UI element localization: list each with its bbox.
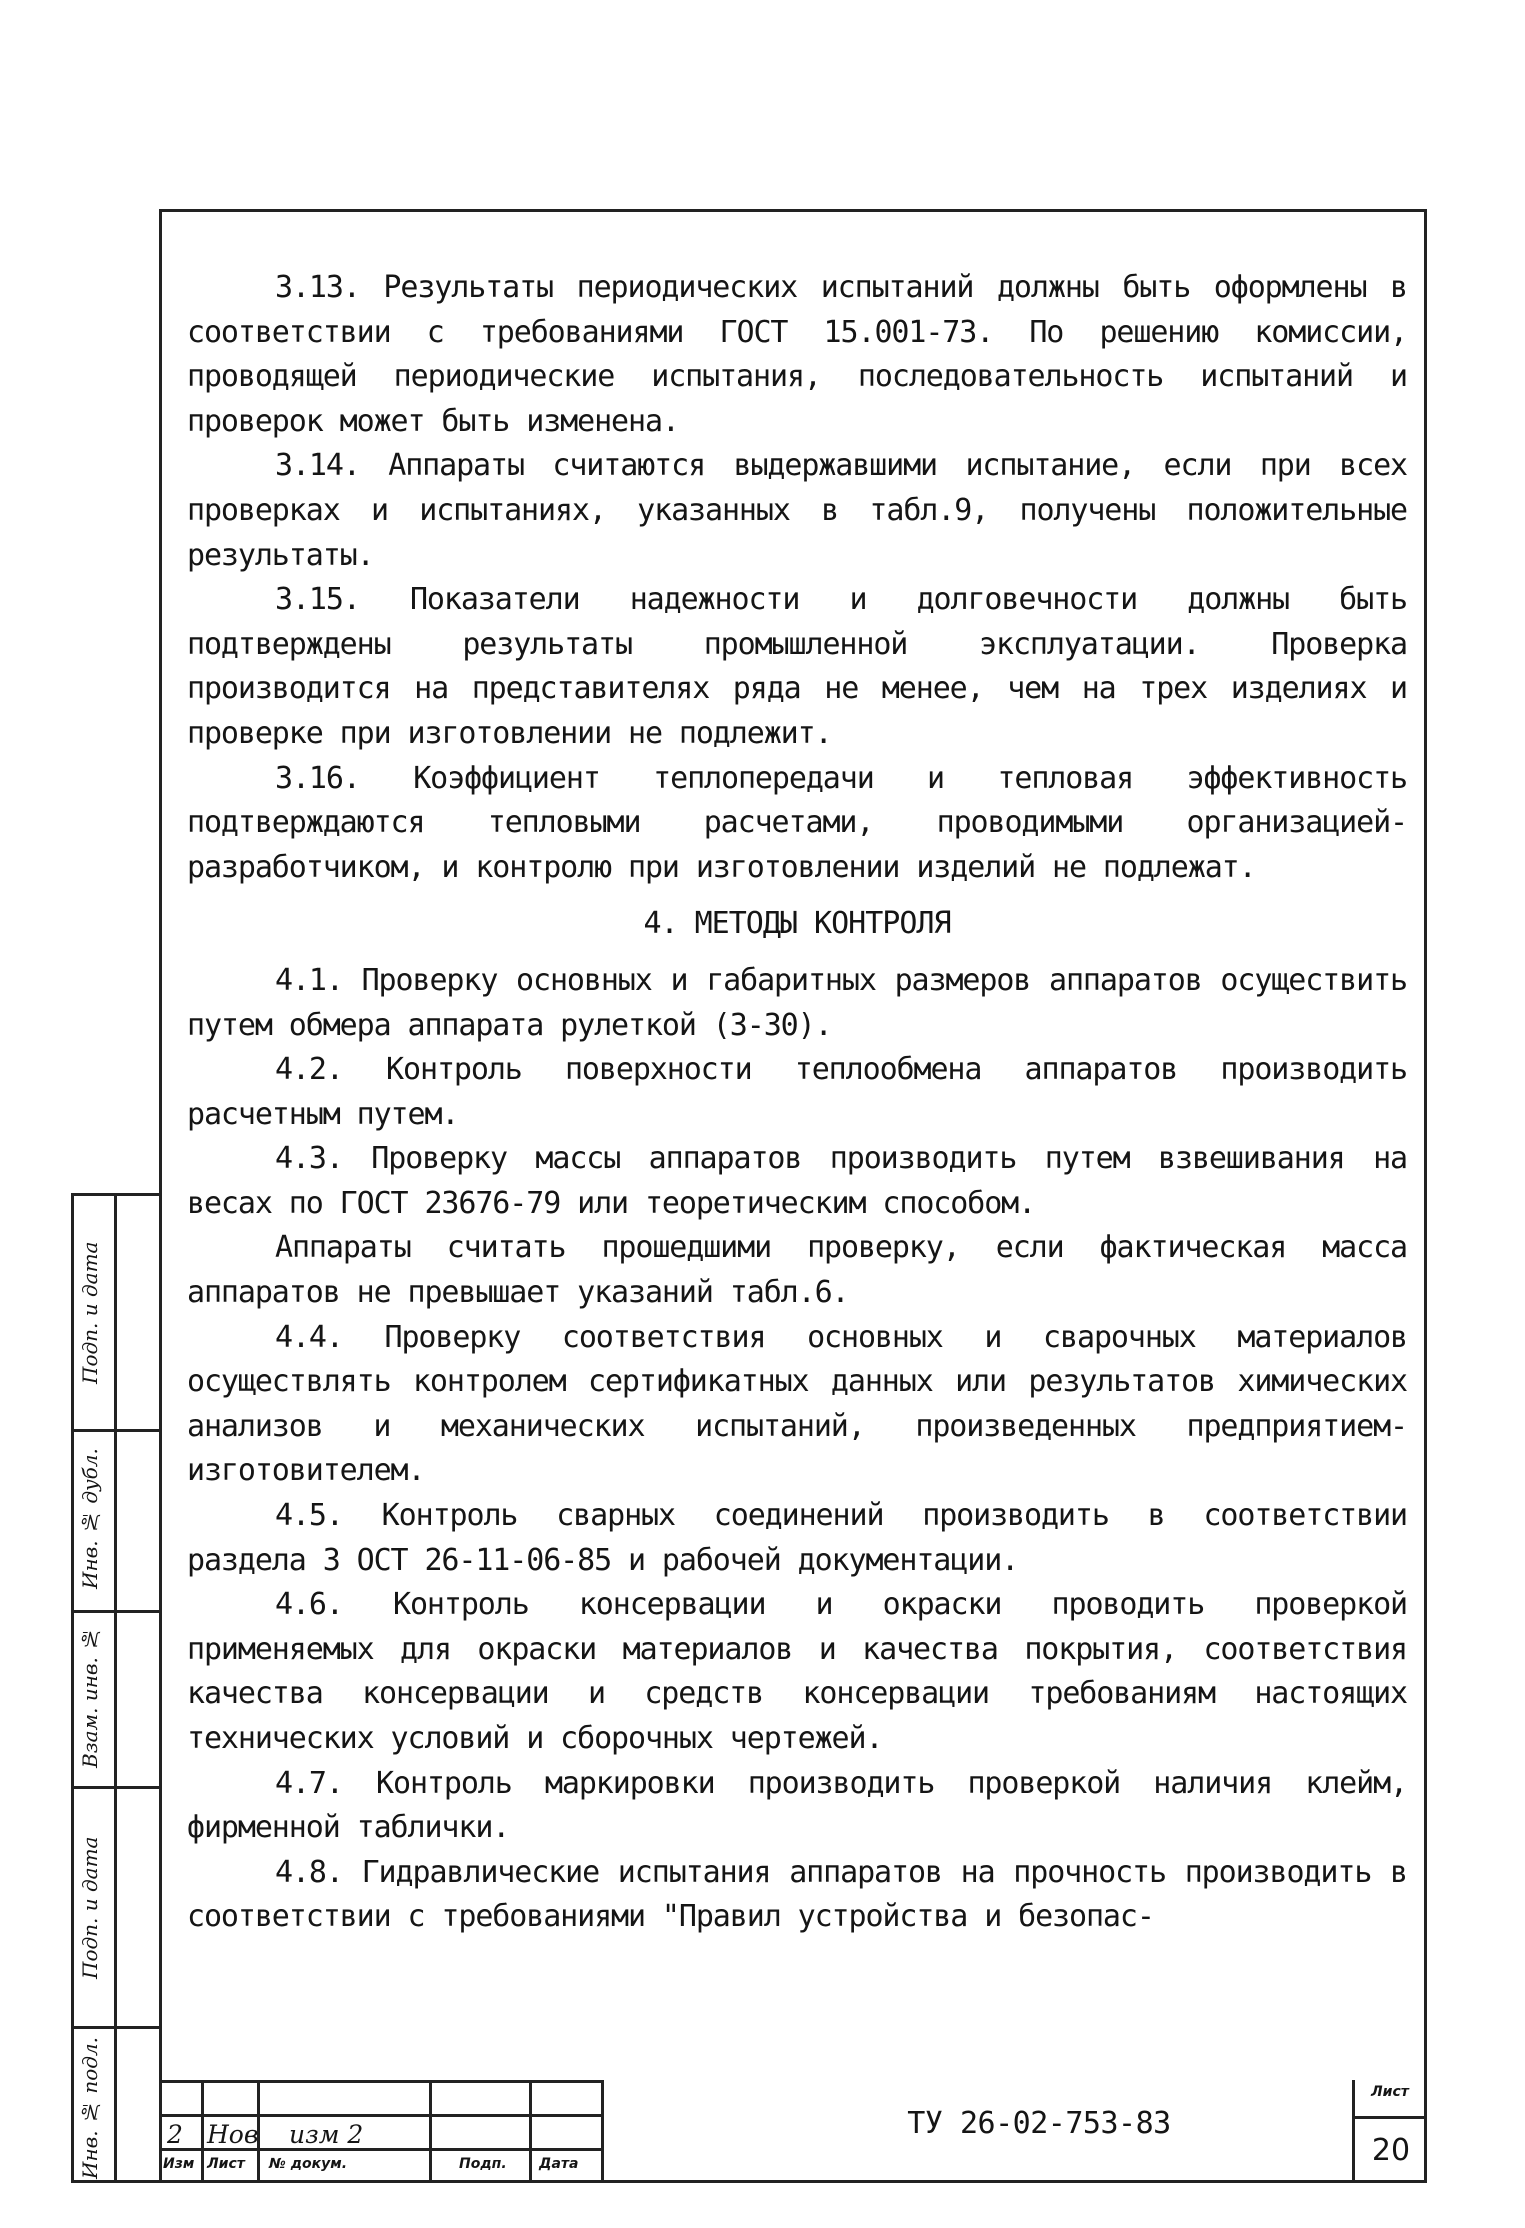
tb-line [429, 2080, 432, 2183]
paragraph-4-1: 4.1. Проверку основных и габаритных размеров аппаратов осуществить путем обмера аппарата рулеткой (3-30). [187, 962, 1407, 1043]
margin-cell-inv-podl [74, 2029, 159, 2186]
col-doc-label: № докум. [269, 2156, 348, 2172]
paragraph-4-4: 4.4. Проверку соответствия основных и сварочных материалов осуществлять контролем сертификатных данных или результатов химических анализов и механических испытаний, произведенных предприятием-изготовителем. [187, 1319, 1407, 1489]
tb-line [1352, 2080, 1355, 2183]
tb-line [159, 2114, 601, 2117]
col-izm-label: Изм [163, 2156, 195, 2172]
margin-cell-podp-data-2 [74, 1789, 159, 2029]
col-podp-label: Подп. [459, 2156, 507, 2172]
paragraph-3-15: 3.15. Показатели надежности и долговечности должны быть подтверждены результаты промышленной эксплуатации. Проверка производится на представителях ряда не менее, чем на трех изделиях и проверке при изготовлении не подлежит. [187, 582, 1407, 751]
margin-cell-inv-dubl [74, 1432, 159, 1613]
paragraph-4-2: 4.2. Контроль поверхности теплообмена аппаратов производить расчетным путем. [187, 1052, 1407, 1132]
sheet-label: Лист [1371, 2084, 1409, 2100]
tb-line [201, 2080, 204, 2183]
margin-cell-podp-data-1 [74, 1196, 159, 1432]
margin-label: Инв. № дубл. [78, 1448, 102, 1590]
section-heading: 4. МЕТОДЫ КОНТРОЛЯ [643, 906, 951, 942]
document-body [187, 266, 1407, 1940]
margin-label: Взам. инв. № [78, 1626, 102, 1769]
tb-line [1352, 2116, 1427, 2119]
margin-label: Подп. и дата [78, 1836, 102, 1979]
paragraph-3-13: 3.13. Результаты периодических испытаний должны быть оформлены в соответствии с требованиями ГОСТ 15.001-73. По решению комиссии, проводящей периодические испытания, последовательность испытаний и проверок может быть изменена. [187, 270, 1407, 439]
change-sheet: Нов [207, 2120, 259, 2149]
change-number: 2 [167, 2120, 183, 2149]
paragraph-4-6: 4.6. Контроль консервации и окраски проводить проверкой применяемых для окраски материалов и качества покрытия, соответствия качества консервации и средств консервации требованиям настоящих технических условий и сборочных чертежей. [187, 1587, 1407, 1756]
margin-label: Подп. и дата [78, 1241, 102, 1385]
margin-label: Инв. № подл. [78, 2036, 102, 2179]
paragraph-4-7: 4.7. Контроль маркировки производить проверкой наличия клейм, фирменной таблички. [187, 1765, 1407, 1846]
title-block [159, 2080, 1427, 2183]
document-code: ТУ 26-02-753-83 [907, 2106, 1171, 2141]
paragraph-3-16: 3.16. Коэффициент теплопередачи и тепловая эффективность подтверждаются тепловыми расчетами, проводимыми организацией-разработчиком, и контролю при изготовлении изделий не подлежат. [187, 760, 1407, 885]
col-list-label: Лист [207, 2156, 245, 2172]
change-doc-number: изм 2 [289, 2120, 364, 2149]
paragraph-4-8: 4.8. Гидравлические испытания аппаратов на прочность производить в соответствии с требованиями "Правил устройства и безопас- [187, 1854, 1407, 1935]
paragraph-4-3: 4.3. Проверку массы аппаратов производить путем взвешивания на весах по ГОСТ 23676-79 или теоретическим способом. [187, 1141, 1407, 1221]
margin-cell-vzam-inv [74, 1613, 159, 1789]
sheet-number: 20 [1371, 2133, 1411, 2168]
paragraph-4-5: 4.5. Контроль сварных соединений производить в соответствии раздела 3 ОСТ 26-11-06-85 и рабочей документации. [187, 1498, 1407, 1578]
margin-stamp-strip [71, 1193, 159, 2183]
paragraph-4-3-note: Аппараты считать прошедшими проверку, если фактическая масса аппаратов не превышает указаний табл.6. [187, 1230, 1407, 1311]
tb-line [601, 2080, 604, 2183]
tb-line [529, 2080, 532, 2183]
col-data-label: Дата [539, 2156, 579, 2172]
tb-line [159, 2080, 601, 2083]
paragraph-3-14: 3.14. Аппараты считаются выдержавшими испытание, если при всех проверках и испытаниях, указанных в табл.9, получены положительные результаты. [187, 448, 1407, 573]
